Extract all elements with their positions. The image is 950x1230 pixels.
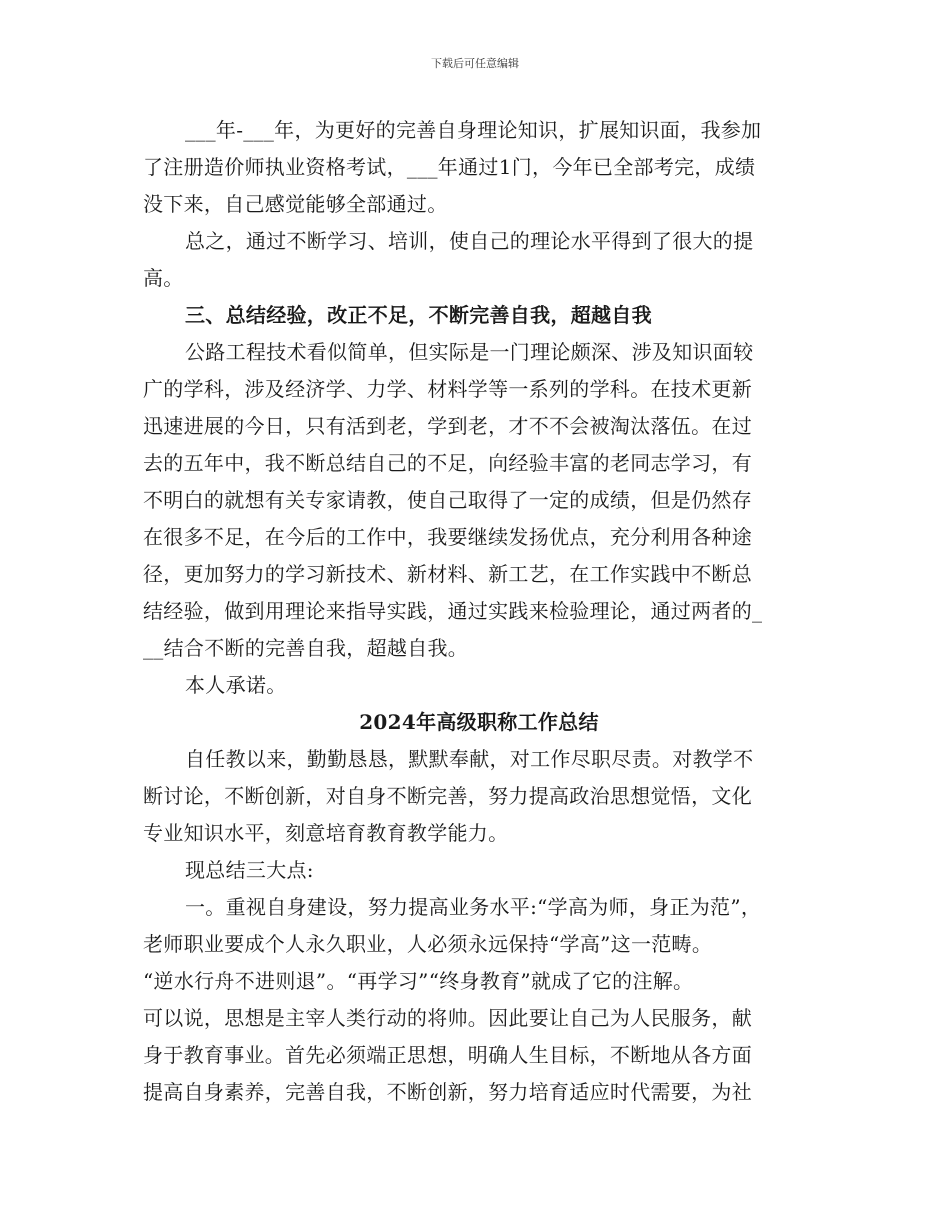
paragraph-line: 去的五年中，我不断总结自己的不足，向经验丰富的老同志学习，有 xyxy=(143,451,752,475)
paragraph-line: 自任教以来，勤勤恳恳，默默奉献，对工作尽职尽责。对教学不 xyxy=(185,747,754,771)
paragraph-line: 没下来，自己感觉能够全部通过。 xyxy=(143,192,448,216)
paragraph-line: 了注册造价师执业资格考试，___年通过1门，今年已全部考完，成绩 xyxy=(143,155,756,179)
paragraph-line: ___年-___年，为更好的完善自身理论知识，扩展知识面，我参加 xyxy=(185,118,762,142)
paragraph-line: 迅速进展的今日，只有活到老，学到老，才不不会被淘汰落伍。在过 xyxy=(143,414,752,438)
paragraph-line: 现总结三大点: xyxy=(185,858,314,882)
paragraph-line: 广的学科，涉及经济学、力学、材料学等一系列的学科。在技术更新 xyxy=(143,377,752,401)
paragraph-line: 断讨论，不断创新，对自身不断完善，努力提高政治思想觉悟，文化 xyxy=(143,784,752,808)
document-title: 2024年高级职称工作总结 xyxy=(359,710,599,734)
paragraph-line: 身于教育事业。首先必须端正思想，明确人生目标，不断地从各方面 xyxy=(143,1043,752,1067)
paragraph-line: 高。 xyxy=(143,266,184,290)
paragraph-line: 总之，通过不断学习、培训，使自己的理论水平得到了很大的提 xyxy=(185,229,754,253)
paragraph-line: 专业知识水平，刻意培育教育教学能力。 xyxy=(143,821,509,845)
document-body xyxy=(143,112,815,1111)
paragraph-line: 可以说，思想是主宰人类行动的将帅。因此要让自己为人民服务，献 xyxy=(143,1006,752,1030)
paragraph-line: 提高自身素养，完善自我，不断创新，努力培育适应时代需要，为社 xyxy=(143,1080,752,1104)
paragraph-line: “逆水行舟不进则退”。“再学习”“终身教育”就成了它的注解。 xyxy=(143,969,694,993)
paragraph-line: 一。重视自身建设，努力提高业务水平:“学高为师，身正为范”， xyxy=(185,895,762,919)
section-heading: 三、总结经验，改正不足，不断完善自我，超越自我 xyxy=(185,303,652,327)
paragraph-line: __结合不断的完善自我，超越自我。 xyxy=(143,636,469,660)
paragraph-line: 结经验，做到用理论来指导实践，通过实践来检验理论，通过两者的_ xyxy=(143,599,763,623)
paragraph-line: 老师职业要成个人永久职业，人必须永远保持“学高”这一范畴。 xyxy=(143,932,713,956)
paragraph-line: 本人承诺。 xyxy=(185,673,287,697)
paragraph-line: 径，更加努力的学习新技术、新材料、新工艺，在工作实践中不断总 xyxy=(143,562,752,586)
paragraph-line: 不明白的就想有关专家请教，使自己取得了一定的成绩，但是仍然存 xyxy=(143,488,752,512)
paragraph-line: 公路工程技术看似简单，但实际是一门理论颇深、涉及知识面较 xyxy=(185,340,754,364)
paragraph-line: 在很多不足，在今后的工作中，我要继续发扬优点，充分利用各种途 xyxy=(143,525,752,549)
page-header-note: 下载后可任意编辑 xyxy=(431,57,519,70)
